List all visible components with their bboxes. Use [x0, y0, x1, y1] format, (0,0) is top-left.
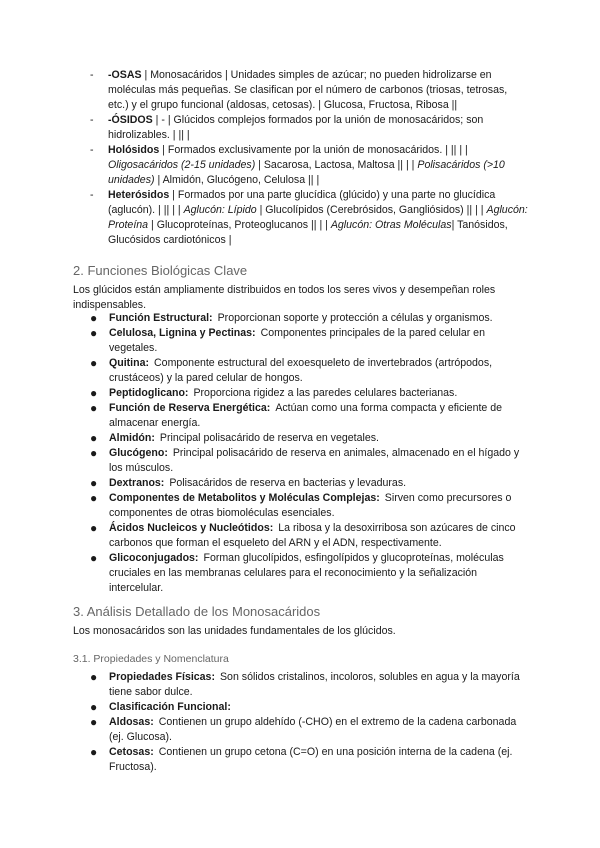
- bullet-term: Glicoconjugados:: [109, 552, 199, 564]
- bullet-description: La ribosa y la desoxirribosa son azúcares de cinco carbonos que forman el esqueleto del ARN y el ADN, respectivamente.: [109, 522, 516, 549]
- bullet-dot: ●: [90, 326, 98, 340]
- bullet-term: Propiedades Físicas:: [109, 671, 215, 683]
- term-holosidos: Holósidos: [108, 144, 160, 156]
- bullet-dot: ●: [90, 745, 98, 759]
- bullet-description: Sirven como precursores o componentes de otras biomoléculas esenciales.: [109, 492, 512, 519]
- bullet-dot: ●: [90, 356, 98, 370]
- section-2-list-item: [90, 401, 530, 431]
- bullet-description: Componentes principales de la pared celular en vegetales.: [109, 327, 485, 354]
- bullet-description: Contienen un grupo aldehído (-CHO) en el extremo de la cadena carbonada (ej. Glucosa).: [109, 716, 517, 743]
- bullet-dot: ●: [90, 446, 98, 460]
- bullet-description: Proporcionan soporte y protección a células y organismos.: [217, 312, 493, 324]
- section-3-list-item: [90, 715, 530, 745]
- list-item-osidos: - -ÓSIDOS | - | Glúcidos complejos formados por la unión de monosacáridos; son hidrolizables. | || |: [90, 114, 484, 141]
- bullet-dot: ●: [90, 386, 98, 400]
- section-2-list-item: [90, 476, 530, 491]
- section-2-heading: 2. Funciones Biológicas Clave: [73, 263, 248, 278]
- section-3-bullet-list: [90, 670, 530, 775]
- bullet-term: Almidón:: [109, 432, 155, 444]
- term-osas: -OSAS: [108, 69, 142, 81]
- list-item-heterosidos: - Heterósidos | Formados por una parte glucídica (glúcido) y una parte no glucídica (aglucón). | || | | Aglucón: Lípido | Glucolípidos (Cerebrósidos, Gangliósidos) || | | Aglucón: Proteína | Glucoproteínas, Proteoglucanos || | | Aglucón: Otras Moléculas| Tanósidos, Glucósidos cardiotónicos |: [90, 189, 528, 246]
- bullet-dot: ●: [90, 401, 98, 415]
- section-3-list-item: [90, 700, 530, 715]
- bullet-term: Dextranos:: [109, 477, 165, 489]
- section-2-list-item: [90, 491, 530, 521]
- list-item-osas: - -OSAS | Monosacáridos | Unidades simples de azúcar; no pueden hidrolizarse en moléculas más pequeñas. Se clasifican por el número de carbonos (triosas, tetrosas, etc.) y el grupo funcional (aldosas, cetosas). | Glucosa, Fructosa, Ribosa ||: [90, 69, 508, 111]
- bullet-dot: ●: [90, 670, 98, 684]
- bullet-dot: ●: [90, 431, 98, 445]
- term-osidos: -ÓSIDOS: [108, 114, 153, 126]
- bullet-dot: ●: [90, 551, 98, 565]
- section-2-list-item: [90, 446, 530, 476]
- section-3-intro: Los monosacáridos son las unidades fundamentales de los glúcidos.: [73, 625, 396, 637]
- bullet-dot: ●: [90, 491, 98, 505]
- list-item-holosidos: - Holósidos | Formados exclusivamente por la unión de monosacáridos. | || | | Oligosacáridos (2-15 unidades) | Sacarosa, Lactosa, Maltosa || | | Polisacáridos (>10 unidades) | Almidón, Glucógeno, Celulosa || |: [90, 144, 505, 186]
- bullet-description: Son sólidos cristalinos, incoloros, solubles en agua y la mayoría tiene sabor dulce.: [109, 671, 520, 698]
- bullet-term: Componentes de Metabolitos y Moléculas Complejas:: [109, 492, 380, 504]
- bullet-term: Celulosa, Lignina y Pectinas:: [109, 327, 256, 339]
- bullet-term: Peptidoglicano:: [109, 387, 189, 399]
- bullet-term: Función de Reserva Energética:: [109, 402, 271, 414]
- section-3-list-item: [90, 670, 530, 700]
- bullet-description: Principal polisacárido de reserva en vegetales.: [159, 432, 379, 444]
- section-3-heading: 3. Análisis Detallado de los Monosacáridos: [73, 604, 321, 619]
- bullet-term: Cetosas:: [109, 746, 154, 758]
- bullet-description: Forman glucolípidos, esfingolípidos y glucoproteínas, moléculas cruciales en las membranas celulares para el reconocimiento y la señalización intercelular.: [109, 552, 504, 594]
- section-3-list-item: [90, 745, 530, 775]
- section-2-list-item: [90, 386, 530, 401]
- section-3-1-subheading: 3.1. Propiedades y Nomenclatura: [73, 653, 229, 665]
- bullet-term: Función Estructural:: [109, 312, 213, 324]
- bullet-description: Proporciona rigidez a las paredes celulares bacterianas.: [193, 387, 458, 399]
- section-2-list-item: [90, 326, 530, 356]
- bullet-description: Componente estructural del exoesqueleto de invertebrados (artrópodos, crustáceos) y la pared celular de hongos.: [109, 357, 493, 384]
- bullet-dot: ●: [90, 311, 98, 325]
- bullet-term: Aldosas:: [109, 716, 154, 728]
- section-2-bullet-list: [90, 311, 530, 596]
- bullet-term: Glucógeno:: [109, 447, 168, 459]
- bullet-description: Principal polisacárido de reserva en animales, almacenado en el hígado y los músculos.: [109, 447, 520, 474]
- bullet-dot: ●: [90, 700, 98, 714]
- section-2-list-item: [90, 431, 530, 446]
- classification-list: [90, 68, 530, 248]
- bullet-dot: ●: [90, 715, 98, 729]
- bullet-description: Actúan como una forma compacta y eficiente de almacenar energía.: [109, 402, 503, 429]
- bullet-description: Contienen un grupo cetona (C=O) en una posición interna de la cadena (ej. Fructosa).: [109, 746, 513, 773]
- term-heterosidos: Heterósidos: [108, 189, 170, 201]
- bullet-term: Clasificación Funcional:: [109, 701, 231, 713]
- bullet-term: Ácidos Nucleicos y Nucleótidos:: [109, 522, 274, 534]
- bullet-dot: ●: [90, 476, 98, 490]
- section-2-list-item: [90, 311, 530, 326]
- bullet-dot: ●: [90, 521, 98, 535]
- section-2-list-item: [90, 356, 530, 386]
- section-2-list-item: [90, 521, 530, 551]
- section-2-intro: Los glúcidos están ampliamente distribuidos en todos los seres vivos y desempeñan roles indispensables.: [73, 284, 496, 311]
- section-2-list-item: [90, 551, 530, 596]
- bullet-description: Polisacáridos de reserva en bacterias y levaduras.: [169, 477, 407, 489]
- bullet-term: Quitina:: [109, 357, 150, 369]
